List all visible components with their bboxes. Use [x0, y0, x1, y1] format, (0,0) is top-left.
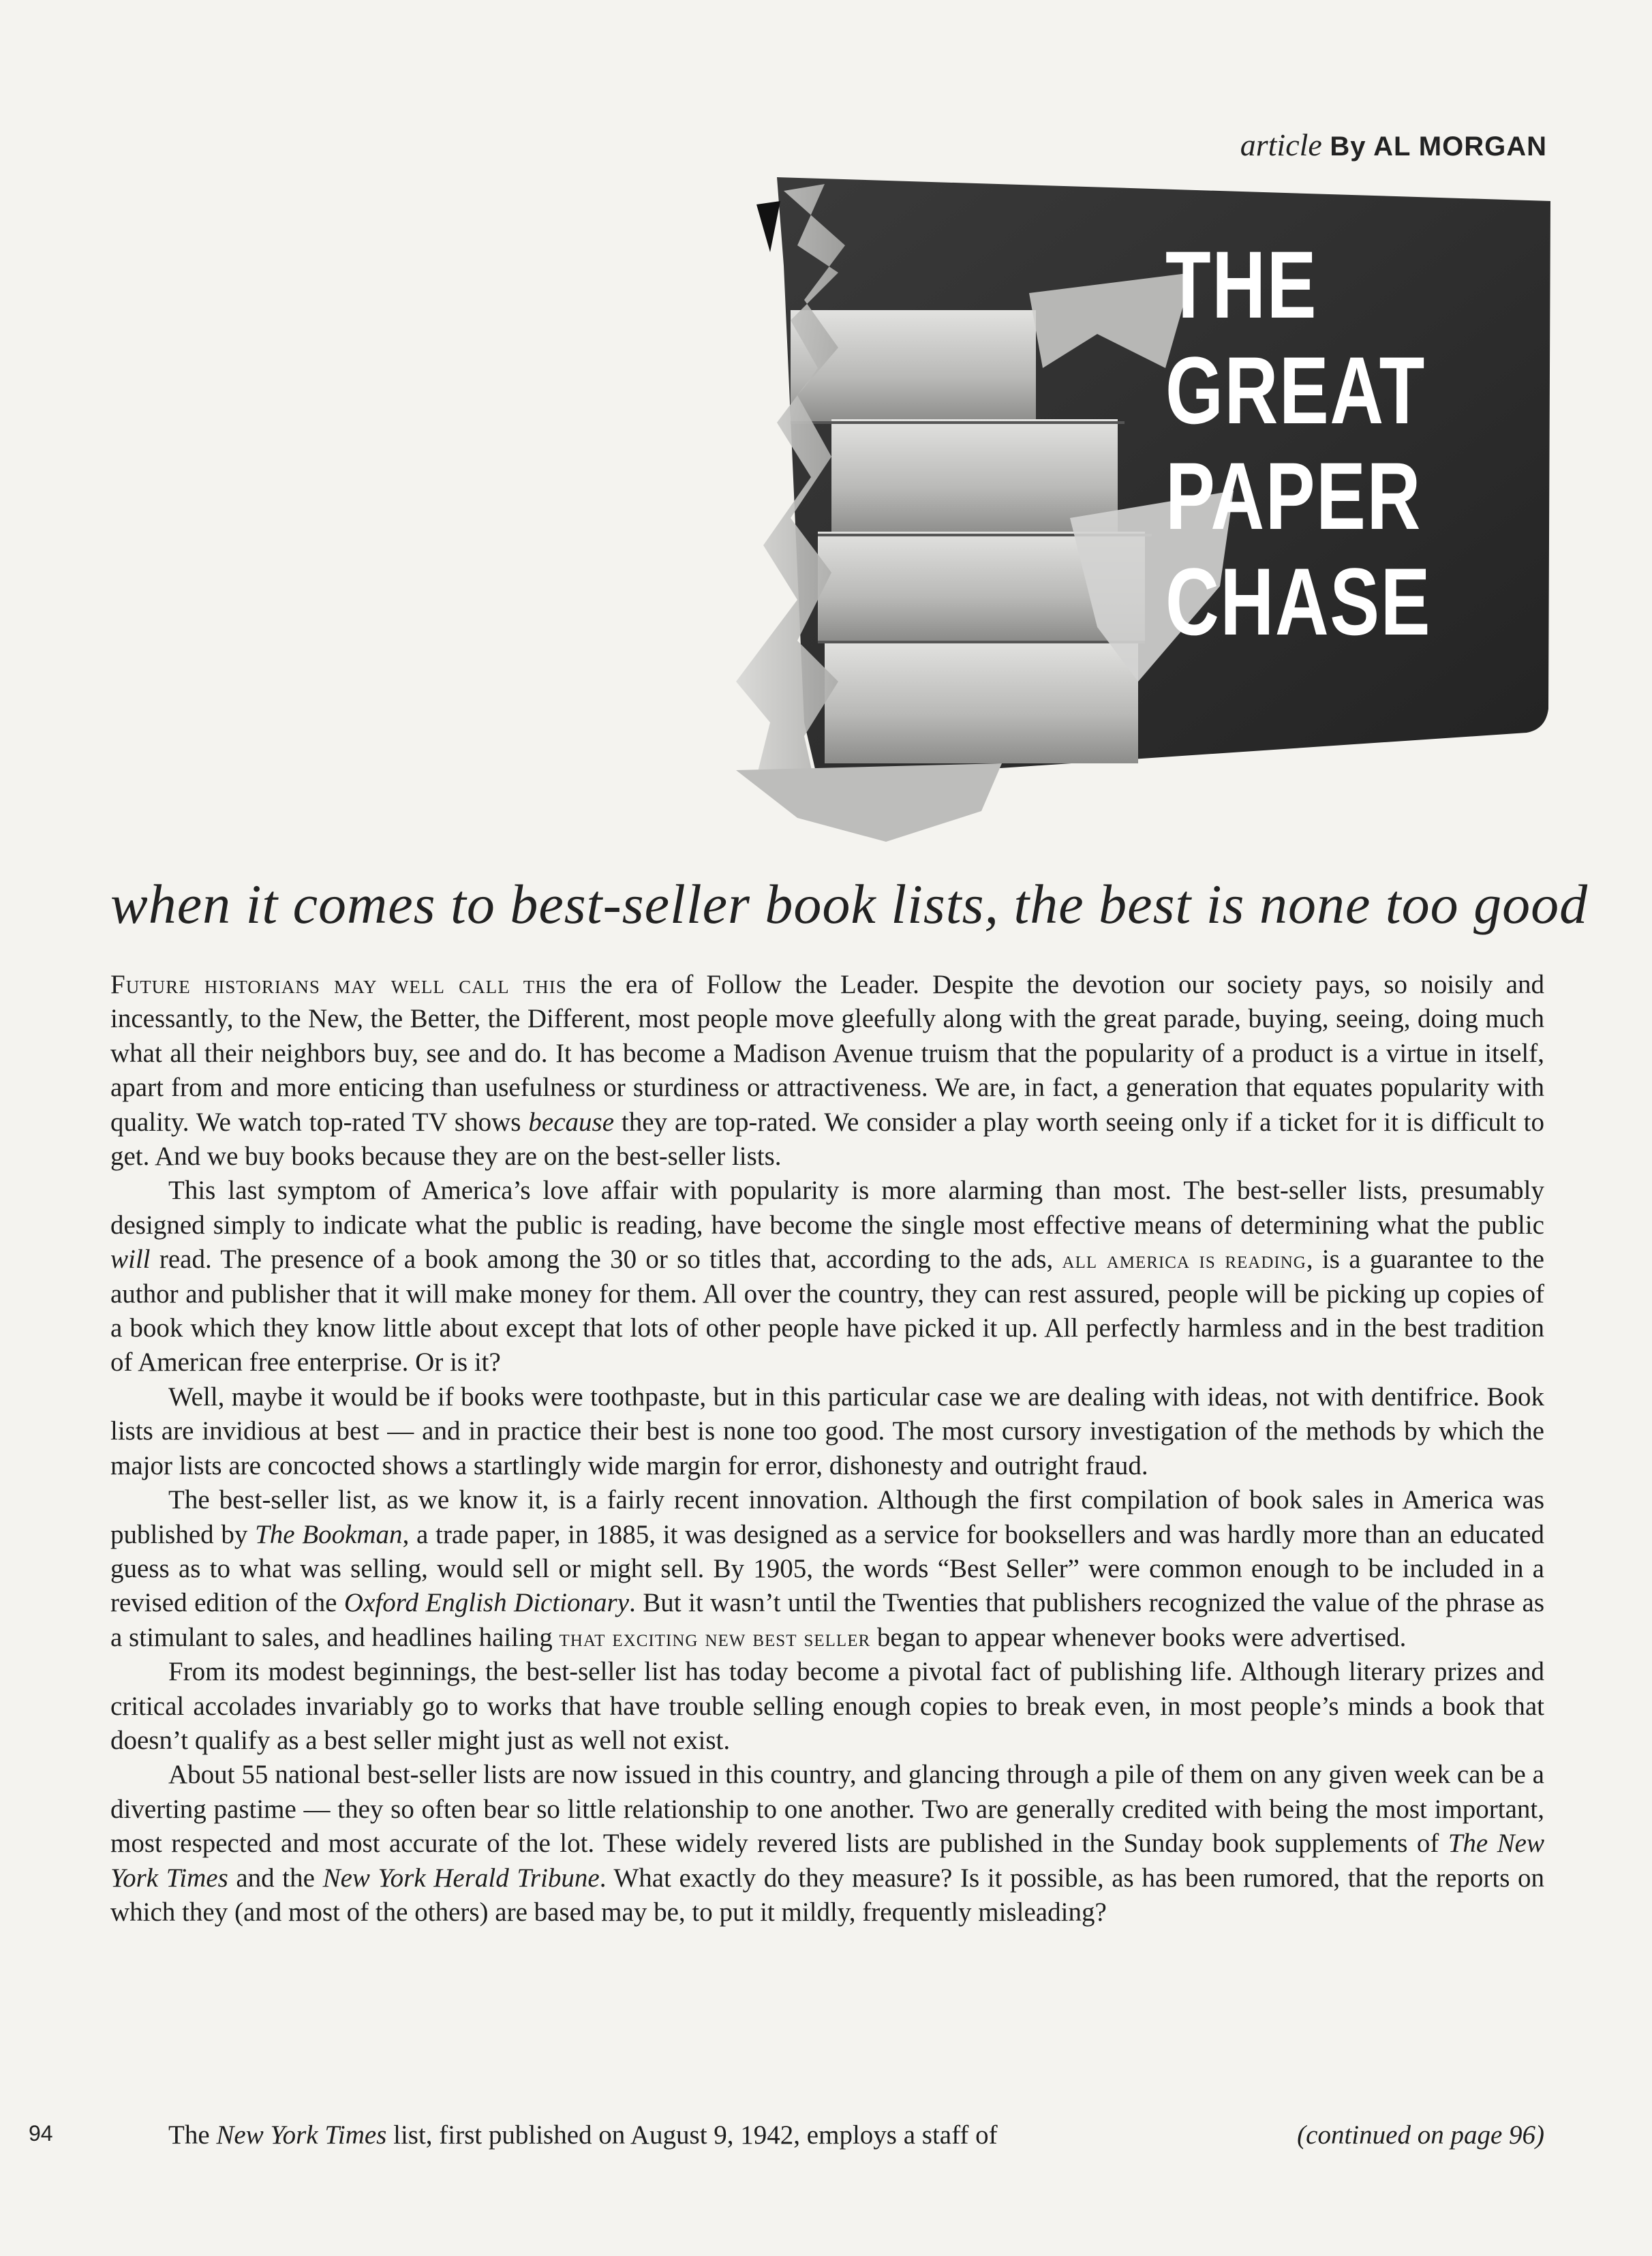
small-caps: all america is reading — [1062, 1246, 1306, 1274]
final-line — [110, 2118, 1544, 2152]
text-run: . But it wasn’t until the Twenties that publishers recognized the value of the phrase as a stimulant to sales, and headlines hailing — [110, 1588, 1544, 1652]
emphasis: because — [528, 1107, 614, 1137]
paragraph — [110, 1174, 1544, 1379]
small-caps: that exciting new best seller — [559, 1624, 871, 1651]
text-run: the era of Follow the Leader. Despite the devotion our society pays, so noisily and incessantly, to the New, the Better, the Different, most people move gleefully along with the great parade, buying, seeing, doing much what all their neighbors buy, see and do. It has become a Madison Avenue truism that the popularity of a product is a virtue in itself, apart from and more enticing than usefulness or sturdiness or attractiveness. We are, in fact, a generation that equates popularity with quality. We watch top-rated TV shows — [110, 970, 1544, 1137]
hero-title-line: PAPER — [1165, 442, 1422, 549]
text-run: About 55 national best-seller lists are now issued in this country, and glancing through a pile of them on any given week can be a diverting pastime — they so often bear so little relationship to one another. Two are generally credited with being the most important, most respected and most accurate of the lot. These widely revered lists are published in the Sunday book supplements of — [110, 1760, 1544, 1859]
text-run: read. The presence of a book among the 30 or so titles that, according to the ads, — [150, 1245, 1062, 1275]
page-number: 94 — [29, 2121, 53, 2146]
paragraph — [110, 1483, 1544, 1655]
article-subtitle: when it comes to best-seller book lists, the best is none too good — [110, 873, 1589, 935]
text-run: , is a guarantee to the author and publisher that it will make money for them. All over the country, they can rest assured, people will be picking up copies of a book which they know little about except that lots of other people have picked it up. All perfectly harmless and in the best tradition of American free enterprise. Or is it? — [110, 1245, 1544, 1377]
text-run: , a trade paper, in 1885, it was designed as a service for booksellers and was hardly more than an educated guess as to what was selling, would sell or might sell. By 1905, the words “Best Seller” were common enough to be included in a revised edition of the — [110, 1519, 1544, 1618]
text-run: This last symptom of America’s love affair with popularity is more alarming than most. The best-seller lists, presumably designed simply to indicate what the public is reading, have become the single most effective means of determining what the public — [110, 1176, 1544, 1240]
text-run: and the — [228, 1863, 323, 1893]
hero-illustration — [716, 164, 1554, 852]
hero-title — [1165, 232, 1431, 654]
emphasis: The New York Times — [110, 1829, 1544, 1893]
emphasis: New York Herald Tribune — [322, 1863, 600, 1893]
text-run: they are top-rated. We consider a play worth seeing only if a ticket for it is difficult to get. And we buy books because they are on the best-seller lists. — [110, 1107, 1544, 1172]
emphasis: The Bookman — [255, 1519, 403, 1549]
text-run: . What exactly do they measure? Is it possible, as has been rumored, that the reports on which they (and most of the others) are based may be, to put it mildly, frequently misleading? — [110, 1863, 1544, 1927]
emphasis: Oxford English Dictionary — [343, 1588, 630, 1618]
paragraph — [110, 968, 1544, 1174]
hero-title-line: THE — [1165, 231, 1318, 338]
byline-prefix: article — [1240, 127, 1322, 162]
paragraph-last — [110, 2120, 998, 2150]
text-run: The best-seller list, as we know it, is a fairly recent innovation. Although the first compilation of book sales in America was published by — [110, 1485, 1544, 1549]
text-run: list, first published on August 9, 1942, employs a staff of — [386, 2120, 998, 2150]
article-body — [110, 968, 1544, 1930]
text-run: The — [168, 2120, 217, 2150]
byline — [1240, 127, 1547, 163]
hero-title-line: GREAT — [1165, 337, 1426, 444]
text-run: began to appear whenever books were advertised. — [870, 1622, 1407, 1652]
lead-in: Future historians may well call this — [110, 970, 567, 999]
paragraph: From its modest beginnings, the best-seller list has today become a pivotal fact of publishing life. Although literary prizes and critical accolades invariably go to works that have trouble selling enough copies to break even, in most people’s minds a book that doesn’t qualify as a best seller might just as well not exist. — [110, 1657, 1544, 1755]
byline-author: By AL MORGAN — [1330, 132, 1547, 162]
paragraph — [110, 1758, 1544, 1930]
emphasis: New York Times — [216, 2120, 387, 2150]
continued-note: (continued on page 96) — [1297, 2120, 1544, 2150]
paragraph: Well, maybe it would be if books were toothpaste, but in this particular case we are dealing with ideas, not with dentifrice. Book lists are invidious at best — and in practice their best is none too good. The most cursory investigation of the methods by which the major lists are concocted shows a startlingly wide margin for error, dishonesty and outright fraud. — [110, 1382, 1544, 1480]
hero-title-line: CHASE — [1165, 548, 1432, 655]
emphasis: will — [110, 1245, 151, 1275]
